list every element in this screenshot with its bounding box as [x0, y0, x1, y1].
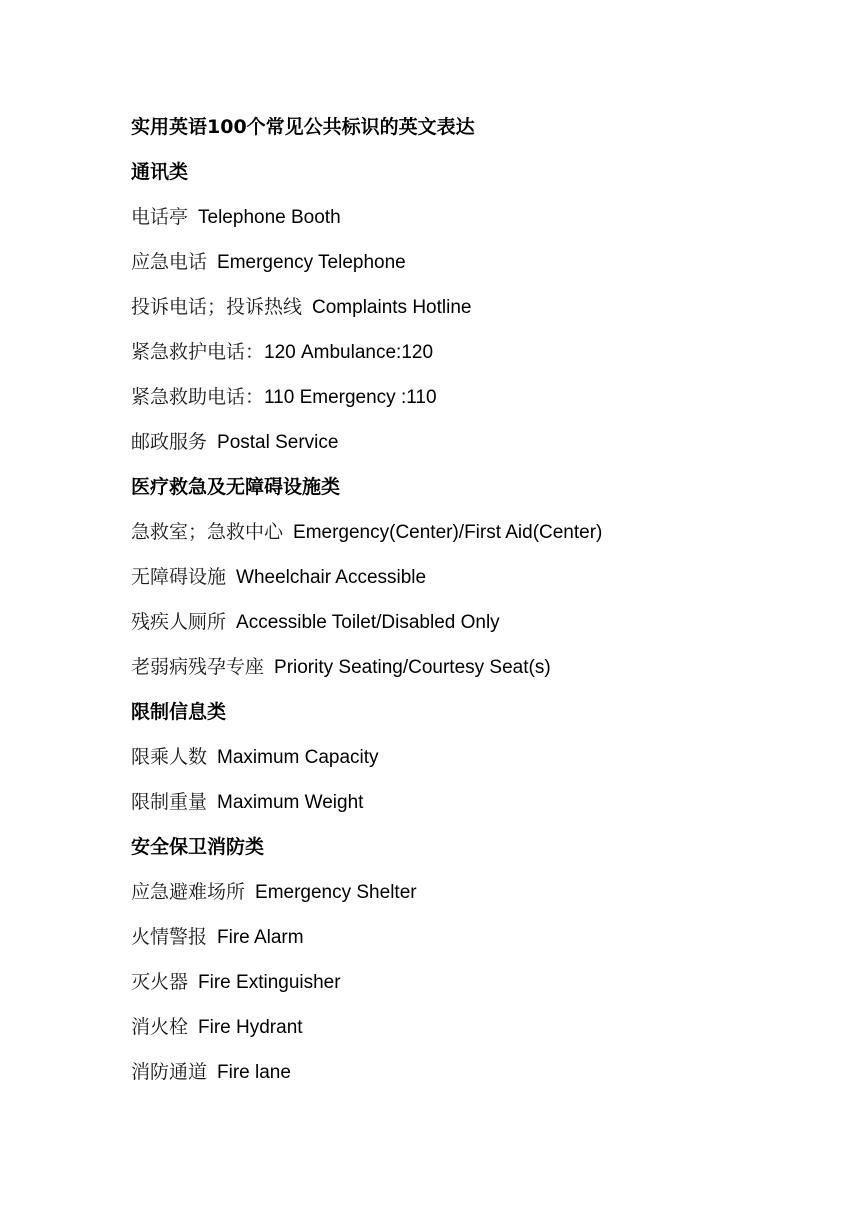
- item-english: Priority Seating/Courtesy Seat(s): [274, 657, 551, 678]
- item-chinese: 应急电话: [131, 251, 208, 273]
- list-item: [131, 1057, 291, 1087]
- list-item: [131, 337, 433, 367]
- item-english: Accessible Toilet/Disabled Only: [236, 612, 500, 633]
- item-english: Wheelchair Accessible: [236, 567, 427, 588]
- section-heading-restrictions: 限制信息类: [131, 701, 227, 723]
- item-chinese: 火情警报: [131, 926, 208, 948]
- item-chinese: 无障碍设施: [131, 566, 227, 588]
- item-english: 110 Emergency :110: [264, 387, 437, 408]
- list-item: [131, 652, 551, 682]
- item-english: Postal Service: [217, 432, 339, 453]
- section-heading-safety-fire: 安全保卫消防类: [131, 836, 265, 858]
- list-item: [131, 247, 406, 277]
- item-english: Emergency Telephone: [217, 252, 406, 273]
- item-chinese: 消火栓: [131, 1016, 189, 1038]
- item-chinese: 消防通道: [131, 1061, 208, 1083]
- item-chinese: 紧急救护电话：: [131, 341, 265, 363]
- list-item: [131, 877, 417, 907]
- item-chinese: 老弱病残孕专座: [131, 656, 265, 678]
- item-english: Fire Alarm: [217, 927, 304, 948]
- list-item: [131, 742, 379, 772]
- list-item: [131, 382, 437, 412]
- item-chinese: 限乘人数: [131, 746, 208, 768]
- item-english: Fire lane: [217, 1062, 291, 1083]
- item-english: Maximum Capacity: [217, 747, 379, 768]
- section-heading-communication: 通讯类: [131, 161, 189, 183]
- list-item: [131, 922, 304, 952]
- item-chinese: 投诉电话；投诉热线: [131, 296, 303, 318]
- item-english: Fire Extinguisher: [198, 972, 341, 993]
- item-english: Maximum Weight: [217, 792, 364, 813]
- item-chinese: 电话亭: [131, 206, 189, 228]
- list-item: [131, 787, 363, 817]
- list-item: [131, 967, 341, 997]
- item-chinese: 急救室；急救中心: [131, 521, 284, 543]
- item-chinese: 残疾人厕所: [131, 611, 227, 633]
- item-chinese: 紧急救助电话：: [131, 386, 265, 408]
- item-english: Emergency(Center)/First Aid(Center): [293, 522, 603, 543]
- item-chinese: 应急避难场所: [131, 881, 246, 903]
- list-item: [131, 292, 471, 322]
- item-english: Emergency Shelter: [255, 882, 417, 903]
- list-item: [131, 562, 426, 592]
- list-item: [131, 607, 500, 637]
- item-english: 120 Ambulance:120: [264, 342, 434, 363]
- list-item: [131, 427, 338, 457]
- item-chinese: 限制重量: [131, 791, 208, 813]
- item-chinese: 邮政服务: [131, 431, 208, 453]
- list-item: [131, 1012, 303, 1042]
- list-item: [131, 202, 341, 232]
- item-chinese: 灭火器: [131, 971, 189, 993]
- item-english: Fire Hydrant: [198, 1017, 303, 1038]
- document-title: 实用英语100个常见公共标识的英文表达: [131, 116, 475, 138]
- list-item: [131, 517, 602, 547]
- item-english: Telephone Booth: [198, 207, 341, 228]
- section-heading-medical: 医疗救急及无障碍设施类: [131, 476, 341, 498]
- item-english: Complaints Hotline: [312, 297, 472, 318]
